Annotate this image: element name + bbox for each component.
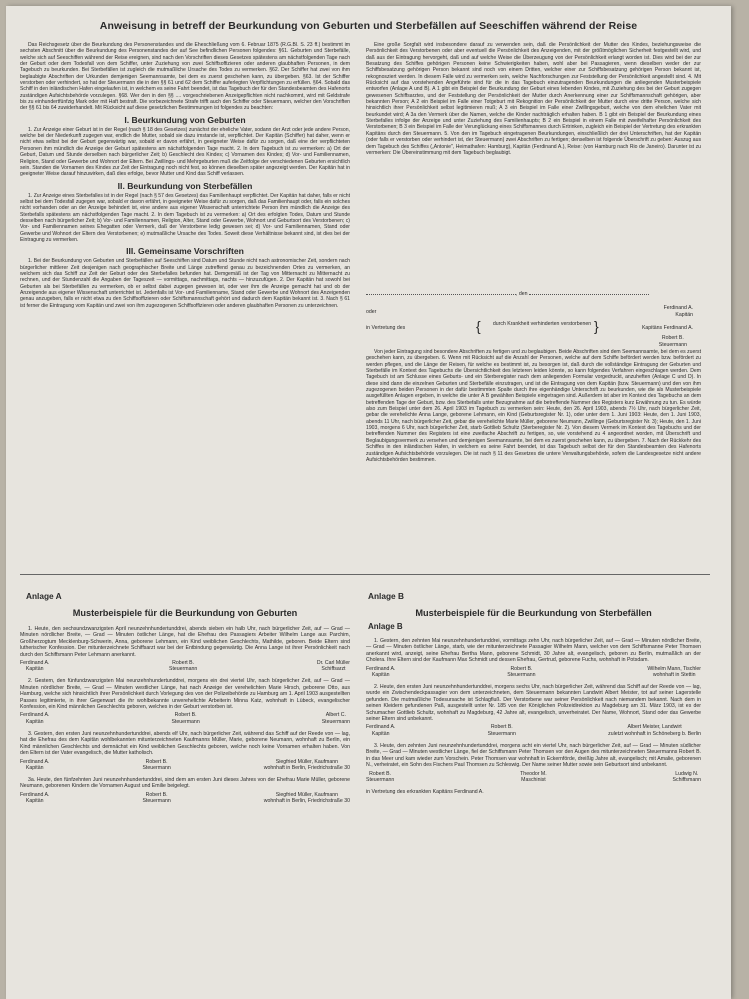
captain-signature bbox=[664, 305, 693, 319]
vertretung-label: in Vertretung des bbox=[366, 325, 406, 331]
signatory-role: wohnhaft in Berlin, Friedrichstraße 30 bbox=[263, 764, 350, 771]
signature-block bbox=[142, 792, 170, 804]
verhindert-label: durch Krankheit verhinderten verstorbenen bbox=[492, 321, 592, 327]
signatory-role: Kapitän bbox=[371, 730, 390, 737]
section1-text: 1. Zur Anzeige einer Geburt ist in der Regel (nach § 18 des Gesetzes) zunächst der eheliche Vater, sodann der Arzt oder jede andere Person, welche bei der Niederkunft zugegen war, endlich die Mutter, sobald sie dazu imstande ist, verpflichtet. Der Kapitän (Schiffer) hat daher, wenn er nicht etwa selbst bei der Geburt gegenwärtig war, sobald er davon erfährt, in geeigneter Weise dafür zu sorgen, daß eine der verpflichteten Personen ihm mündlich die Anzeige der Geburt spätestens am nächstfolgenden Tage macht. 2. In dem Tagebuch ist zu vermerken: a) Ort der Geburt, Datum und Stunde derselben nach bürgerlicher Zeit; b) Geschlecht des Kindes; c) Vornamen des Kindes; d) Vor- und Familiennamen, Religion, Stand oder Gewerbe und Wohnort der Eltern. Bei Zwillings- und Mehrgeburten muß die Zeitfolge der verschiedenen Geburten ersichtlich sein. Standen die Vornamen des Kindes zur Zeit der Eintragung noch nicht fest, so können dieselben später angezeigt werden. Der Kapitän hat in geeigneter Weise darauf hinzuwirken, daß dies erfolge, bevor Mutter und Kind das Schiff verlassen. bbox=[20, 126, 350, 178]
certification-form bbox=[366, 283, 701, 348]
signatory-role: Kapitän bbox=[371, 671, 390, 678]
anlage-b-label: Anlage B bbox=[368, 591, 404, 601]
signatory-role: zuletzt wohnhaft in Schöneberg b. Berlin bbox=[608, 730, 701, 737]
document-page bbox=[6, 6, 731, 999]
signatory-name: Robert B. bbox=[490, 724, 513, 731]
anlage-a-entry-3: 3. Gestern, den ersten Juni neunzehnhundertunddrei, abends elf Uhr, nach bürgerlicher Zeit, während das Schiff auf der Reede von — lag, hat die Ehefrau des dem Kapitän wohlbekannten mitunterzeichneten Kaufmanns Müller, Marie, geborene Neumann, wohnhaft zu Berlin, ein Kind männlichen Geschlechts und demnächst ein Kind weiblichen Geschlechts geboren, welche noch keine Vornamen erhalten haben. Von den Eltern ist der Vater evangelisch, die Mutter katholisch. bbox=[20, 730, 350, 757]
signatory-role: Schiffsarzt bbox=[321, 666, 346, 673]
anlage-a-signatures-2 bbox=[20, 712, 350, 724]
signatory-role: Steuermann bbox=[171, 718, 200, 725]
signature-block bbox=[647, 666, 701, 678]
signatory-role: wohnhaft in Berlin, Friedrichstraße 30 bbox=[263, 797, 350, 804]
mate-name: Robert B. bbox=[661, 335, 684, 341]
signatory-name: Wilhelm Mann, Tischler bbox=[647, 665, 701, 672]
signatory-role: Steuermann bbox=[487, 730, 516, 737]
anlage-b-entry-2: 2. Heute, den ersten Juni neunzehnhundertunddrei, morgens sechs Uhr, nach bürgerlicher Zeit, während das Schiff auf der Reede von — lag, wurde ein Zwischendeckpassagier von dem unterzeichneten, dem Steuermann bekannten Landwirt Albert Meister, tot auf seiner Lagerstelle gefunden. Die mutmaßliche Todesursache ist Schlagfluß. Der Verstorbene war seiner Persönlichkeit nach niemandem bekannt. Nach dem in seinen Kleidern gefundenen Paß, ausgestellt unter Nr. 185 von der Königlichen Polizeidirektion zu Magdeburg am 31. März 1903, ist es der Schumacher Gottlieb Schultz, wohnhaft zu Magdeburg, 42 Jahre alt, evangelisch, unverheiratet. Der Name, Wohnort, Stand oder das Gewerbe seiner Eltern sind unbekannt. bbox=[366, 684, 701, 723]
kapitaens-label: Kapitäns Ferdinand A. bbox=[641, 325, 693, 331]
anlage-a-entry-2: 2. Gestern, den fünfundzwanzigsten Mai neunzehnhundertunddrei, morgens ein drei viertel Uhr, nach bürgerlicher Zeit, auf — Grad — Minuten nördlicher Breite, — Grad — Minuten westlicher Länge, hat nach Anzeige der verehelichten Marie Hirsch, geborene Otto, aus Hamburg, welche sich hinsichtlich ihrer Persönlichkeit durch Vorlegung des von der Polizeibehörde zu Hamburg am 1. April 1903 ausgestellten Passes legitimierte, in ihrer Gegenwart die ihr wohlbekannte unverehelichte Arbeiterin Minna Katz, wohnhaft in Lübeck, evangelischer Konfession, ein Kind männlichen Geschlechts geboren, welches in der Geburt verstorben ist. bbox=[20, 678, 350, 711]
section3-text: 1. Bei der Beurkundung von Geburten und Sterbefällen auf Seeschiffen sind Datum und Stunde nicht nach astronomischer Zeit, sondern nach bürgerlicher mittlerer Zeit desjenigen nach geographischer Breite und Länge zutreffend genau zu bezeichnenden Ortes zu vermerken, an welchem sich das Schiff zur Zeit der Geburt oder des Sterbefalles befunden hat. Demgemäß ist der Tag von Mitternacht zu Mitternacht zu rechnen, und der Stundenzahl die Angaben der Tageszeit — vormittags, nachmittags, nachts — hinzuzufügen. 2. Der Kapitän hat sowohl bei Geburten als bei Sterbefällen zu vermerken, ob er selbst dabei zugegen gewesen ist, oder wer ihm die Anzeige gemacht hat und ob der Anzeigende aus eigener Wissenschaft unterrichtet ist. Jedenfalls ist Vor- und Familienname, Stand oder Gewerbe und Wohnort des Anzeigenden genau anzugeben, falls er nicht etwa zu den Schiffsoffizieren oder Schiffsmannschaft gehört und dadurch dem Kapitän bekannt ist. 3. Nach § 61 ist ferner die Eintragung vom Kapitän und zwei von ihm zugezogenen Schiffsoffizieren oder anderen glaubhaften Personen zu unterzeichnen. bbox=[20, 258, 350, 309]
signature-block bbox=[20, 792, 49, 804]
signature-block bbox=[264, 759, 350, 771]
anlage-a-entry-3a: 3a. Heute, den fünfzehnten Juni neunzehnhundertunddrei, sind dem am ersten Juni dieses Jahres von der Ehefrau Marie Müller, geborene Neumann, geborenen Kindern die Vornamen August und Emilie beigelegt. bbox=[20, 776, 350, 790]
signatory-name: Ferdinand A. bbox=[366, 665, 396, 672]
oder-label: oder bbox=[366, 309, 377, 315]
anlage-b-signatures-1 bbox=[366, 666, 701, 678]
signatory-name: Robert B. bbox=[174, 712, 197, 719]
signatory-name: Ferdinand A. bbox=[20, 758, 50, 765]
anlage-b-closing: in Vertretung des erkrankten Kapitäns Ferdinand A. bbox=[366, 788, 484, 795]
signatory-role: Steuermann bbox=[142, 764, 171, 771]
signatory-name: Ferdinand A. bbox=[20, 791, 50, 798]
signature-block bbox=[366, 771, 394, 783]
brace-left: { bbox=[476, 318, 481, 334]
signatory-name: Robert B. bbox=[369, 770, 392, 777]
signature-block bbox=[322, 712, 350, 724]
signatory-role: Steuermann bbox=[321, 718, 350, 725]
signature-block bbox=[507, 666, 535, 678]
signature-block bbox=[171, 712, 199, 724]
anlage-b-entry-3: 3. Heute, den zehnten Juni neunzehnhundertunddrei, morgens acht ein viertel Uhr, nach bürgerlicher Zeit, auf — Grad — Minuten südlicher Breite, — Grad — Minuten westlicher Länge, fiel der Schiffsmann Peter Thomsen vor den Augen des mitunterzeichneten Steuermanns Robert B. in das Meer und kam wieder zum Vorschein. Peter Thomsen war wohnhaft in Eckernförde, dreißig Jahre alt, evangelisch; mit Amalie, geborenen N., verheiratet, ein Sohn des Fischers Paul Thomsen zu Schleswig. Der Name seiner Mutter sowie sein Geburtsort sind unbekannt. bbox=[366, 742, 701, 769]
signatory-name: Robert B. bbox=[145, 791, 168, 798]
anlage-b-signatures-2 bbox=[366, 724, 701, 736]
anlage-b-signatures-3 bbox=[366, 771, 701, 783]
captain-title: Kapitän bbox=[675, 312, 693, 318]
signatory-name: Siegfried Müller, Kaufmann bbox=[275, 758, 339, 765]
mate-title: Steuermann bbox=[658, 342, 687, 348]
signatory-name: Ferdinand A. bbox=[366, 724, 396, 731]
signature-block bbox=[142, 759, 170, 771]
signatory-name: Dr. Carl Müller bbox=[316, 660, 350, 667]
signatory-name: Theodor M. bbox=[520, 770, 547, 777]
signature-block bbox=[264, 792, 350, 804]
anlage-b-entry-1: 1. Gestern, den zehnten Mai neunzehnhundertunddrei, vormittags zehn Uhr, nach bürgerlicher Zeit, auf — Grad — Minuten nördlicher Breite, — Grad — Minuten östlicher Länge, starb, wie der mitunterzeichnete Passagier Wilhelm Mann, welcher von dem Schiffsmanne Peter Thomsen anerkannt wird, anzeigt, seine Ehefrau Bertha Mann, geborene Schmidt, 30 Jahre alt, evangelisch, geboren zu Berlin, mutmaßlich an der Cholera. Ihre Eltern sind der Kaufmann Max Schmidt und dessen Ehefrau, Gertrud, geborene Fuchs, wohnhaft in Potsdam. bbox=[366, 638, 701, 664]
signature-block bbox=[366, 666, 395, 678]
signature-block bbox=[673, 771, 701, 783]
signature-block bbox=[608, 724, 701, 736]
date-line: , den bbox=[366, 289, 701, 298]
signature-block bbox=[20, 759, 49, 771]
signatory-role: Kapitän bbox=[25, 797, 44, 804]
captain-name: Ferdinand A. bbox=[663, 305, 693, 311]
signatory-name: Ludwig N. bbox=[675, 770, 699, 777]
den-label: den bbox=[518, 291, 528, 297]
signatory-role: Schiffsmann bbox=[672, 776, 701, 783]
signature-block bbox=[366, 724, 395, 736]
anlage-b-title: Musterbeispiele für die Beurkundung von Sterbefällen bbox=[415, 608, 652, 618]
anlage-a-signatures-1 bbox=[20, 660, 350, 672]
right-column-top bbox=[366, 42, 701, 282]
signatory-role: Steuermann bbox=[366, 776, 395, 783]
left-column bbox=[20, 42, 350, 570]
signatory-role: Steuermann bbox=[507, 671, 536, 678]
mate-signature bbox=[659, 335, 687, 349]
anlage-a-signatures-4 bbox=[20, 792, 350, 804]
signatory-role: wohnhaft in Stettin bbox=[652, 671, 696, 678]
brace-right: } bbox=[594, 318, 599, 334]
document-title: Anweisung in betreff der Beurkundung von Geburten und Sterbefällen auf Seeschiffen während der Reise bbox=[99, 20, 638, 32]
right-column-bottom bbox=[366, 349, 701, 571]
signature-block bbox=[520, 771, 547, 783]
signatory-name: Albert Meister, Landwirt bbox=[627, 724, 682, 731]
section2-text: 1. Zur Anzeige eines Sterbefalles ist in der Regel (nach § 57 des Gesetzes) das Familienhaupt verpflichtet. Der Kapitän hat daher, falls er nicht selbst bei dem Todesfall zugegen war, sobald er davon erfährt, in geeigneter Weise dafür zu sorgen, daß das Familienhaupt oder, falls ein solches nicht vorhanden oder an der Anzeige behindert ist, eine andere aus eigener Wissenschaft unterrichtete Person ihm mündlich die Anzeige des Sterbefalls spätestens am nächstfolgenden Tage macht. 2. In dem Tagebuch ist zu vermerken: a) Ort des erfolgten Todes, Datum und Stunde desselben nach bürgerlicher Zeit; b) Vor- und Familiennamen, Religion, Alter, Stand oder Gewerbe, Wohnort und Geburtsort des Verstorbenen; c) Vor- und Familiennamen seines Ehegatten oder Vermerk, daß der Verstorbene ledig gewesen sei; d) Vor- und Familiennamen, Stand oder Gewerbe und Wohnort der Eltern des Verstorbenen; e) mutmaßliche Ursache des Todes. Soweit diese Verhältnisse bekannt sind, ist dies bei der Eintragung zu vermerken. bbox=[20, 192, 350, 243]
anlage-a-signatures-3 bbox=[20, 759, 350, 771]
signature-block bbox=[20, 660, 49, 672]
signatory-role: Maschinist bbox=[521, 776, 546, 783]
anlage-b-body bbox=[366, 638, 701, 996]
signatory-name: Robert B. bbox=[145, 758, 168, 765]
signatory-role: Kapitän bbox=[25, 666, 44, 673]
anlage-a-title: Musterbeispiele für die Beurkundung von Geburten bbox=[72, 608, 298, 618]
signatory-role: Kapitän bbox=[25, 764, 44, 771]
signatory-name: Albert C. bbox=[325, 712, 346, 719]
signature-block bbox=[488, 724, 516, 736]
anlage-a-entry-1: 1. Heute, den sechsundzwanzigsten April neunzehnhundertunddrei, abends sieben ein halb Uhr, nach bürgerlicher Zeit, auf — Grad — Minuten nördlicher Breite, — Grad — Minuten östlicher Länge, hat die Ehefrau des Passagiers Arbeiter Wilhelm Lange aus Parchim, Großherzogtum Mecklenburg-Schwerin, Anna, geborene Lehmann, ein Kind weiblichen Geschlechts, Mathilde, geboren. Beide Eltern sind lutherischer Konfession. Der mitunterzeichnete Schiffsarzt war bei der Entbindung gegenwärtig. Die Anna Lange ist ihrer Persönlichkeit nach durch den Schiffsmann Peter Lehmann anerkannt. bbox=[20, 626, 350, 658]
signatory-name: Robert B. bbox=[172, 660, 195, 667]
signature-block bbox=[169, 660, 197, 672]
right-text-2: Von jeder Eintragung sind besondere Abschriften zu fertigen und zu beglaubigen. Beide Abschriften sind dem Seemannsamte, bei dem es zuerst geschehen kann, zu übergeben. 6. Wenn mit Rücksicht auf die Anzahl der Personen, welche auf dem Schiffe befördert werden bzw. befördert zu werden pflegen, und die Länge der Reisen, für welche es bestimmt ist, zu besorgen ist, daß durch die vollständige Eintragung der Geburten und Sterbefälle im Kontext des Tagebuchs die Übersichtlichkeit des letzteren leiden könnte, so kann folgendes Verfahren eingeschlagen werden. Dem Tagebuch ist am Schlusse eines Geburts- und ein Sterberegister nach dem anliegenden Formular vorgedruckt, anzuheften (Anlage C und D). In diese sind dann die einzelnen Geburten und Sterbefälle einzutragen, und ist die Eintragung von dem Kapitän (bzw. Steuermann) und den von ihm zugezogenen beiden Personen in der dafür bestimmten Spalte durch ihre eigenhändige Unterschrift zu beurkunden, wie die als Musterbeispiele ausgefüllten Anlagen ergeben, in welche die unter A B gewählten Beispiele eingetragen sind. Außerdem ist aber im Kontext des Tagebuchs an dem betreffenden Tage der Geburt, bzw. des Sterbefalls unter Bezugnahme auf die betreffende Nummer des Registers kurz Erwähnung zu tun. Es würde also zum Beispiel unter dem 26. April 1903 im Tagebuch zu vermerken sein: Heute, den 26. April 1903, abends 7½ Uhr, nach bürgerlicher Zeit, gebar die verehelichte Anna Lange, geborene Lehmann, ein Kind (Geburtsregister Nr. 1), oder unter dem 1. Juni 1903: Heute, den 1. Juni 1903, abends 11 Uhr, nach bürgerlicher Zeit, gebar die verehelichte Marie Müller, geborene Neumann, Zwillinge (Geburtsregister Nr. 3); Heute, den 1. Juni 1903, morgens 6 Uhr, nach bürgerlicher Zeit, starb Gottlieb Schultz (Sterberegister Nr. 2). Von diesem Vermerk im Kontext des Tagebuchs und der betreffenden Nummer des Registers ist eine zweifache Abschrift zu fertigen, so, wie vorstehend zu 4 angeordnet worden, mit Überschrift und Beglaubigungsvermerk zu versehen und demjenigen Seemannsamte, bei dem es zuerst geschehen kann, zu übergeben. 7. Nach der Rückkehr des Schiffes in den inländischen Hafen, in welchem es seine Fahrt beendet, ist das Tagebuch selbst der für den Standesbeamten des Hafenorts zuständigen Aufsichtsbehörde vorzulegen. Die ist nach § 11 des Gesetzes die untere Verwaltungsbehörde, sofern die Landesgesetze nicht andere Aufsichtsbehörden bestimmen. bbox=[366, 349, 701, 463]
signature-block bbox=[20, 712, 49, 724]
signatory-name: Ferdinand A. bbox=[20, 712, 50, 719]
signatory-role: Steuermann bbox=[142, 797, 171, 804]
section2-heading: II. Beurkundung von Sterbefällen bbox=[117, 180, 253, 191]
signatory-role: Kapitän bbox=[25, 718, 44, 725]
signatory-name: Siegfried Müller, Kaufmann bbox=[275, 791, 339, 798]
section3-heading: III. Gemeinsame Vorschriften bbox=[126, 246, 244, 257]
signatory-role: Steuermann bbox=[169, 666, 198, 673]
signatory-name: Ferdinand A. bbox=[20, 660, 50, 667]
divider bbox=[20, 574, 710, 575]
signatory-name: Robert B. bbox=[510, 665, 533, 672]
anlage-a-label: Anlage A bbox=[26, 591, 62, 601]
intro-text: Das Reichsgesetz über die Beurkundung des Personenstandes und die Eheschließung vom 6. Februar 1875 (R.G.Bl. S. 23 ff.) bestimmt im sechsten Abschnitt über die Beurkundung des Personenstandes der auf See befindlichen Personen folgendes: §61. Geburten und Sterbefälle, welche sich auf Seeschiffen während der Reise ereignen, sind nach den Vorschriften dieses Gesetzes spätestens am nächstfolgenden Tage nach der Geburt oder dem Todesfall von dem Schiffer, unter Zuziehung von zwei Schiffsoffizieren oder anderen glaubhaften Personen, in dem Tagebuch zu beurkunden. Bei Sterbefällen ist zugleich die mutmaßliche Ursache des Todes zu vermerken. §62. Der Schiffer hat zwei von ihm beglaubigte Abschriften der Urkunden demjenigen Seemannsamte, bei dem es zuerst geschehen kann, zu übergeben. §63. Ist der Schiffer verstorben oder verhindert, so hat der Steuermann die in den §§ 61 und 62 dem Schiffer auferlegten Verpflichtungen zu erfüllen. §64. Sobald das Schiff in den inländischen Hafen eingelaufen ist, in welchem es seine Fahrt beendet, ist das Tagebuch der für den Standesbeamten des Hafenorts zuständigen Aufsichtsbehörde vorzulegen. §68. Wer den in den §§ .... vorgeschriebenen Anzeigepflichten nicht nachkommt, wird mit Geldstrafe bis zu einhundertfünfzig Mark oder mit Haft bestraft. Die vorbezeichnete Strafe trifft auch den Schiffer oder Steuermann, welcher den Vorschriften der §§ 61 bis 64 zuwiderhandelt. Mit Rücksicht auf diese gesetzlichen Bestimmungen ist folgendes zu beachten: bbox=[20, 42, 350, 112]
anlage-a-body bbox=[20, 626, 350, 996]
signature-block bbox=[317, 660, 350, 672]
right-text-1: Eine große Sorgfalt wird insbesondere darauf zu verwenden sein, daß die Persönlichkeit der Mutter des Kindes, beziehungsweise die Persönlichkeit des Verstorbenen oder aber eventuell die Persönlichkeit des Anzeigenden, mit der größtmöglichen Sicherheit festgestellt wird, und daß aus der Eintragung hervorgeht, daß und auf welche Weise die Überzeugung von der Persönlichkeit erlangt worden ist. Dies wird bei der zur Besatzung des Schiffes gehörigen Personen keine Schwierigkeiten haben, wohl aber bei Passagieren, wenn dieselben weder der zur Schiffsbesatzung gehörigen Person bekannt sind noch von einem Dritten, welcher einer zur Schiffsbesatzung gehörigen Person bekannt ist, rekognosziert werden. In diesem Falle wird zu vermerken sein, welche Nachforschungen zur Feststellung der Persönlichkeit angestellt sind. 4. Mit Rücksicht auf das vorstehenden Angeführte sind für die in das Tagebuch einzutragenden Beurkundungen die anliegenden Musterbeispiele entworfen (Anlage A und B). A 1 gibt ein Beispiel der Beurkundung der Geburt eines lebenden Kindes, mit Zuziehung des bei der Geburt zugegen gewesenen Schiffsarztes, und der Feststellung der Persönlichkeit der Mutter durch Anerkennung einer zur Schiffsmannschaft gehörigen, aber bekannten Person; A 2 ein Beispiel im Falle einer Totgeburt mit Rekognition der Persönlichkeit der Mutter durch eine dritte Person, welche sich hinsichtlich ihrer Persönlichkeit selbst legitimieren muß; A 3 ein Beispiel im Falle einer Zwillingsgeburt, welche von dem ehelichen Vater mit beurkundet wird; A 3a den Vermerk über die Namen, welche die Kinder nachträglich erhalten haben. B 1 gibt ein Beispiel der Beurkundung eines Sterbefalles infolge der Anzeige und unter Zuziehung des Familienhaupts; B 2 ein Beispiel in einem Falle mit zweifelhafter Persönlichkeit des Verstorbenen; B 3 ein Beispiel im Falle der Verunglückung eines Schiffsmannes durch Ertrinken, zugleich ein Beispiel der Vertretung des erkrankten Kapitäns durch den Steuermann. 5. Von den im Tagebuch eingetragenen Beurkundungen, einschließlich der drei Unterschriften, hat der Kapitän (oder falls er verstorben oder verhindert ist, der Steuermann) zwei Abschriften zu fertigen; denselben ist folgende Überschrift zu geben: Auszug aus dem Tagebuch des Schiffes („Antonie", Heimathafen: Hamburg), Kapitän (Ferdinand A.), Reise: (von Hamburg nach Rio de Janeiro). Darunter ist zu vermerken: Die Übereinstimmung mit dem Tagebuch beglaubigt. bbox=[366, 42, 701, 156]
anlage-b-sublabel: Anlage B bbox=[368, 622, 403, 631]
section1-heading: I. Beurkundung von Geburten bbox=[124, 114, 246, 125]
